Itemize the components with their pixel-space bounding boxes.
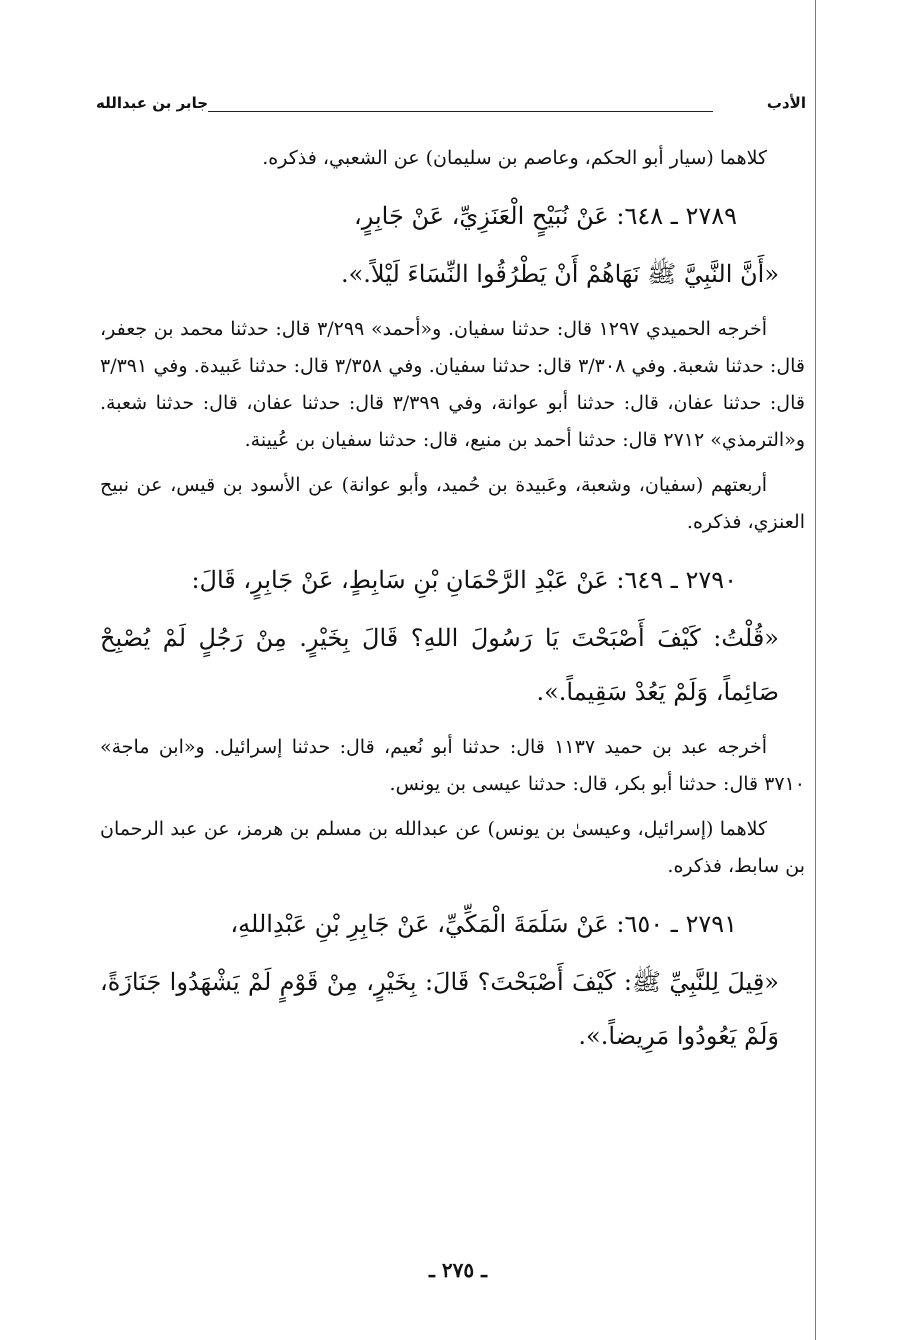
- takhrij-paragraph: أخرجه عبد بن حميد ١١٣٧ قال: حدثنا أبو نُعيم، قال: حدثنا إسرائيل. و«ابن ماجة» ٣٧١٠ قال: حدثنا أبو بكر، قال: حدثنا عيسى بن يونس.: [100, 736, 805, 795]
- text-paragraph: كلاهما (سيار أبو الحكم، وعاصم بن سليمان) عن الشعبي، فذكره.: [262, 147, 767, 169]
- page-number: ـ ٢٧٥ ـ: [429, 1258, 487, 1282]
- hadith-2790-heading: ٢٧٩٠ ـ ٦٤٩: عَنْ عَبْدِ الرَّحْمَانِ بْنِ سَابِطٍ، عَنْ جَابِرٍ، قَالَ:: [191, 566, 737, 594]
- page-body: [100, 140, 805, 1073]
- page-edge-line: [815, 0, 816, 1340]
- header-chapter-title: الأدب: [766, 94, 806, 112]
- header-narrator-name: جابر بن عبدالله: [96, 94, 209, 112]
- text-paragraph: أربعتهم (سفيان، وشعبة، وعَبيدة بن حُميد، وأبو عوانة) عن الأسود بن قيس، عن نبيح العنزي، فذكره.: [100, 474, 805, 533]
- hadith-2789-text: «أَنَّ النَّبِيَّ ﷺ نَهَاهُمْ أَنْ يَطْرُقُوا النِّسَاءَ لَيْلاً.».: [340, 260, 779, 288]
- hadith-2790-text: «قُلْتُ: كَيْفَ أَصْبَحْتَ يَا رَسُولَ اللهِ؟ قَالَ بِخَيْرٍ. مِنْ رَجُلٍ لَمْ يُصْبِحْ صَائِماً، وَلَمْ يَعُدْ سَقِيماً.».: [100, 624, 779, 706]
- text-paragraph: كلاهما (إسرائيل، وعيسىٰ بن يونس) عن عبدالله بن مسلم بن هرمز، عن عبد الرحمان بن سابط، فذكره.: [100, 818, 805, 877]
- hadith-2791-heading: ٢٧٩١ ـ ٦٥٠: عَنْ سَلَمَةَ الْمَكِّيِّ، عَنْ جَابِرِ بْنِ عَبْدِاللهِ،: [230, 910, 737, 938]
- takhrij-paragraph: أخرجه الحميدي ١٢٩٧ قال: حدثنا سفيان. و«أحمد» ٣/٢٩٩ قال: حدثنا محمد بن جعفر، قال: حدثنا شعبة. وفي ٣/٣٠٨ قال: حدثنا سفيان. وفي ٣/٣٥٨ قال: حدثنا عَبيدة. وفي ٣/٣٩١ قال: حدثنا عفان، قال: حدثنا أبو عوانة، وفي ٣/٣٩٩ قال: حدثنا عفان، قال: حدثنا شعبة. و«الترمذي» ٢٧١٢ قال: حدثنا أحمد بن منيع، قال: حدثنا سفيان بن عُيينة.: [100, 318, 806, 451]
- header-rule: [208, 111, 713, 112]
- hadith-2791-text: «قِيلَ لِلنَّبِيِّ ﷺ: كَيْفَ أَصْبَحْتَ؟ قَالَ: بِخَيْرٍ، مِنْ قَوْمٍ لَمْ يَشْهَدُوا جَنَازَةً، وَلَمْ يَعُودُوا مَرِيضاً.».: [100, 968, 779, 1050]
- hadith-2789-heading: ٢٧٨٩ ـ ٦٤٨: عَنْ نُبَيْحٍ الْعَنَزِيِّ، عَنْ جَابِرٍ،: [354, 202, 737, 230]
